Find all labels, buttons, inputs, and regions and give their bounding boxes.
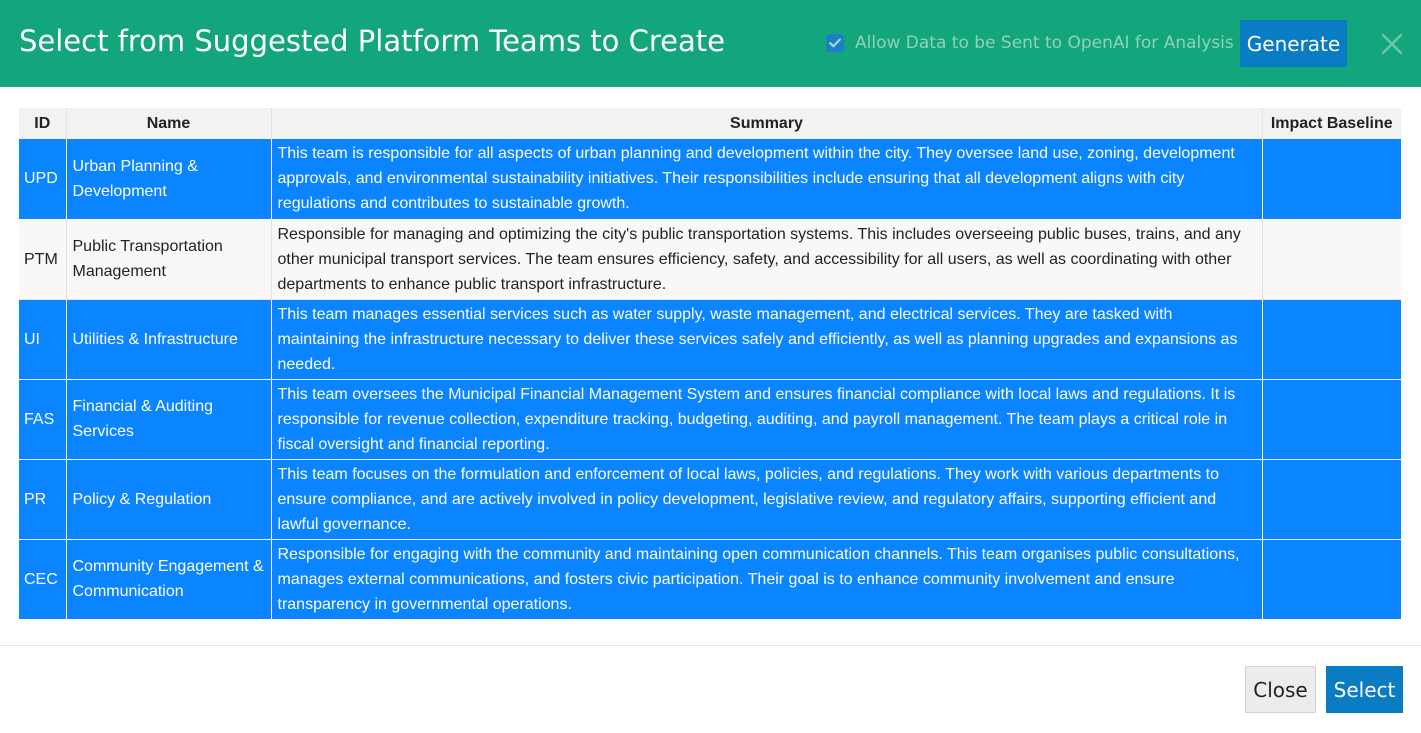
- cell-name: Utilities & Infrastructure: [66, 299, 271, 379]
- generate-button[interactable]: Generate: [1240, 20, 1347, 67]
- cell-impact-baseline: [1262, 299, 1401, 379]
- cell-impact-baseline: [1262, 139, 1401, 219]
- teams-table-container: [19, 108, 1401, 620]
- table-body: [19, 139, 1401, 619]
- modal-title: Select from Suggested Platform Teams to Create: [19, 24, 725, 58]
- column-header-id[interactable]: ID: [19, 108, 66, 139]
- cell-name: Urban Planning & Development: [66, 139, 271, 219]
- column-header-name[interactable]: Name: [66, 108, 271, 139]
- cell-name: Financial & Auditing Services: [66, 379, 271, 459]
- consent-label: Allow Data to be Sent to OpenAI for Analysis: [855, 33, 1234, 53]
- consent-checkbox[interactable]: [826, 34, 844, 52]
- teams-table: [19, 108, 1401, 620]
- cell-id: FAS: [19, 379, 66, 459]
- cell-summary: Responsible for managing and optimizing the city's public transportation systems. This includes overseeing public buses, trains, and any other municipal transport services. The team ensures efficiency, safety, and accessibility for all users, as well as coordinating with other departments to enhance public transport infrastructure.: [271, 219, 1262, 299]
- cell-id: PTM: [19, 219, 66, 299]
- table-row[interactable]: [19, 299, 1401, 379]
- footer-divider: [0, 645, 1421, 646]
- table-header-row: [19, 108, 1401, 139]
- cell-impact-baseline: [1262, 459, 1401, 539]
- cell-impact-baseline: [1262, 539, 1401, 619]
- table-row[interactable]: [19, 379, 1401, 459]
- cell-summary: This team manages essential services such as water supply, waste management, and electrical services. They are tasked with maintaining the infrastructure necessary to deliver these services safely and efficiently, as well as planning upgrades and expansions as needed.: [271, 299, 1262, 379]
- close-icon: [1378, 30, 1406, 58]
- cell-summary: This team focuses on the formulation and enforcement of local laws, policies, and regulations. They work with various departments to ensure compliance, and are actively involved in policy development, legislative review, and regulatory affairs, supporting efficient and lawful governance.: [271, 459, 1262, 539]
- close-button[interactable]: Close: [1245, 666, 1316, 713]
- cell-name: Policy & Regulation: [66, 459, 271, 539]
- cell-id: PR: [19, 459, 66, 539]
- table-row[interactable]: [19, 139, 1401, 219]
- modal-header: [0, 0, 1421, 87]
- close-modal-button[interactable]: [1378, 30, 1406, 58]
- cell-id: CEC: [19, 539, 66, 619]
- cell-impact-baseline: [1262, 219, 1401, 299]
- cell-summary: This team oversees the Municipal Financial Management System and ensures financial compliance with local laws and regulations. It is responsible for revenue collection, expenditure tracking, budgeting, auditing, and payroll management. The team plays a critical role in fiscal oversight and financial reporting.: [271, 379, 1262, 459]
- cell-summary: Responsible for engaging with the community and maintaining open communication channels. This team organises public consultations, manages external communications, and fosters civic participation. Their goal is to enhance community involvement and ensure transparency in governmental operations.: [271, 539, 1262, 619]
- openai-consent-toggle[interactable]: [826, 30, 1234, 56]
- cell-id: UI: [19, 299, 66, 379]
- cell-impact-baseline: [1262, 379, 1401, 459]
- cell-id: UPD: [19, 139, 66, 219]
- checkmark-icon: [829, 38, 841, 48]
- select-button[interactable]: Select: [1326, 666, 1403, 713]
- table-row[interactable]: [19, 539, 1401, 619]
- cell-summary: This team is responsible for all aspects of urban planning and development within the city. They oversee land use, zoning, development approvals, and environmental sustainability initiatives. Their responsibilities include ensuring that all development aligns with city regulations and contributes to sustainable growth.: [271, 139, 1262, 219]
- table-row[interactable]: [19, 459, 1401, 539]
- table-row[interactable]: [19, 219, 1401, 299]
- column-header-summary[interactable]: Summary: [271, 108, 1262, 139]
- column-header-impact-baseline[interactable]: Impact Baseline: [1262, 108, 1401, 139]
- cell-name: Community Engagement & Communication: [66, 539, 271, 619]
- cell-name: Public Transportation Management: [66, 219, 271, 299]
